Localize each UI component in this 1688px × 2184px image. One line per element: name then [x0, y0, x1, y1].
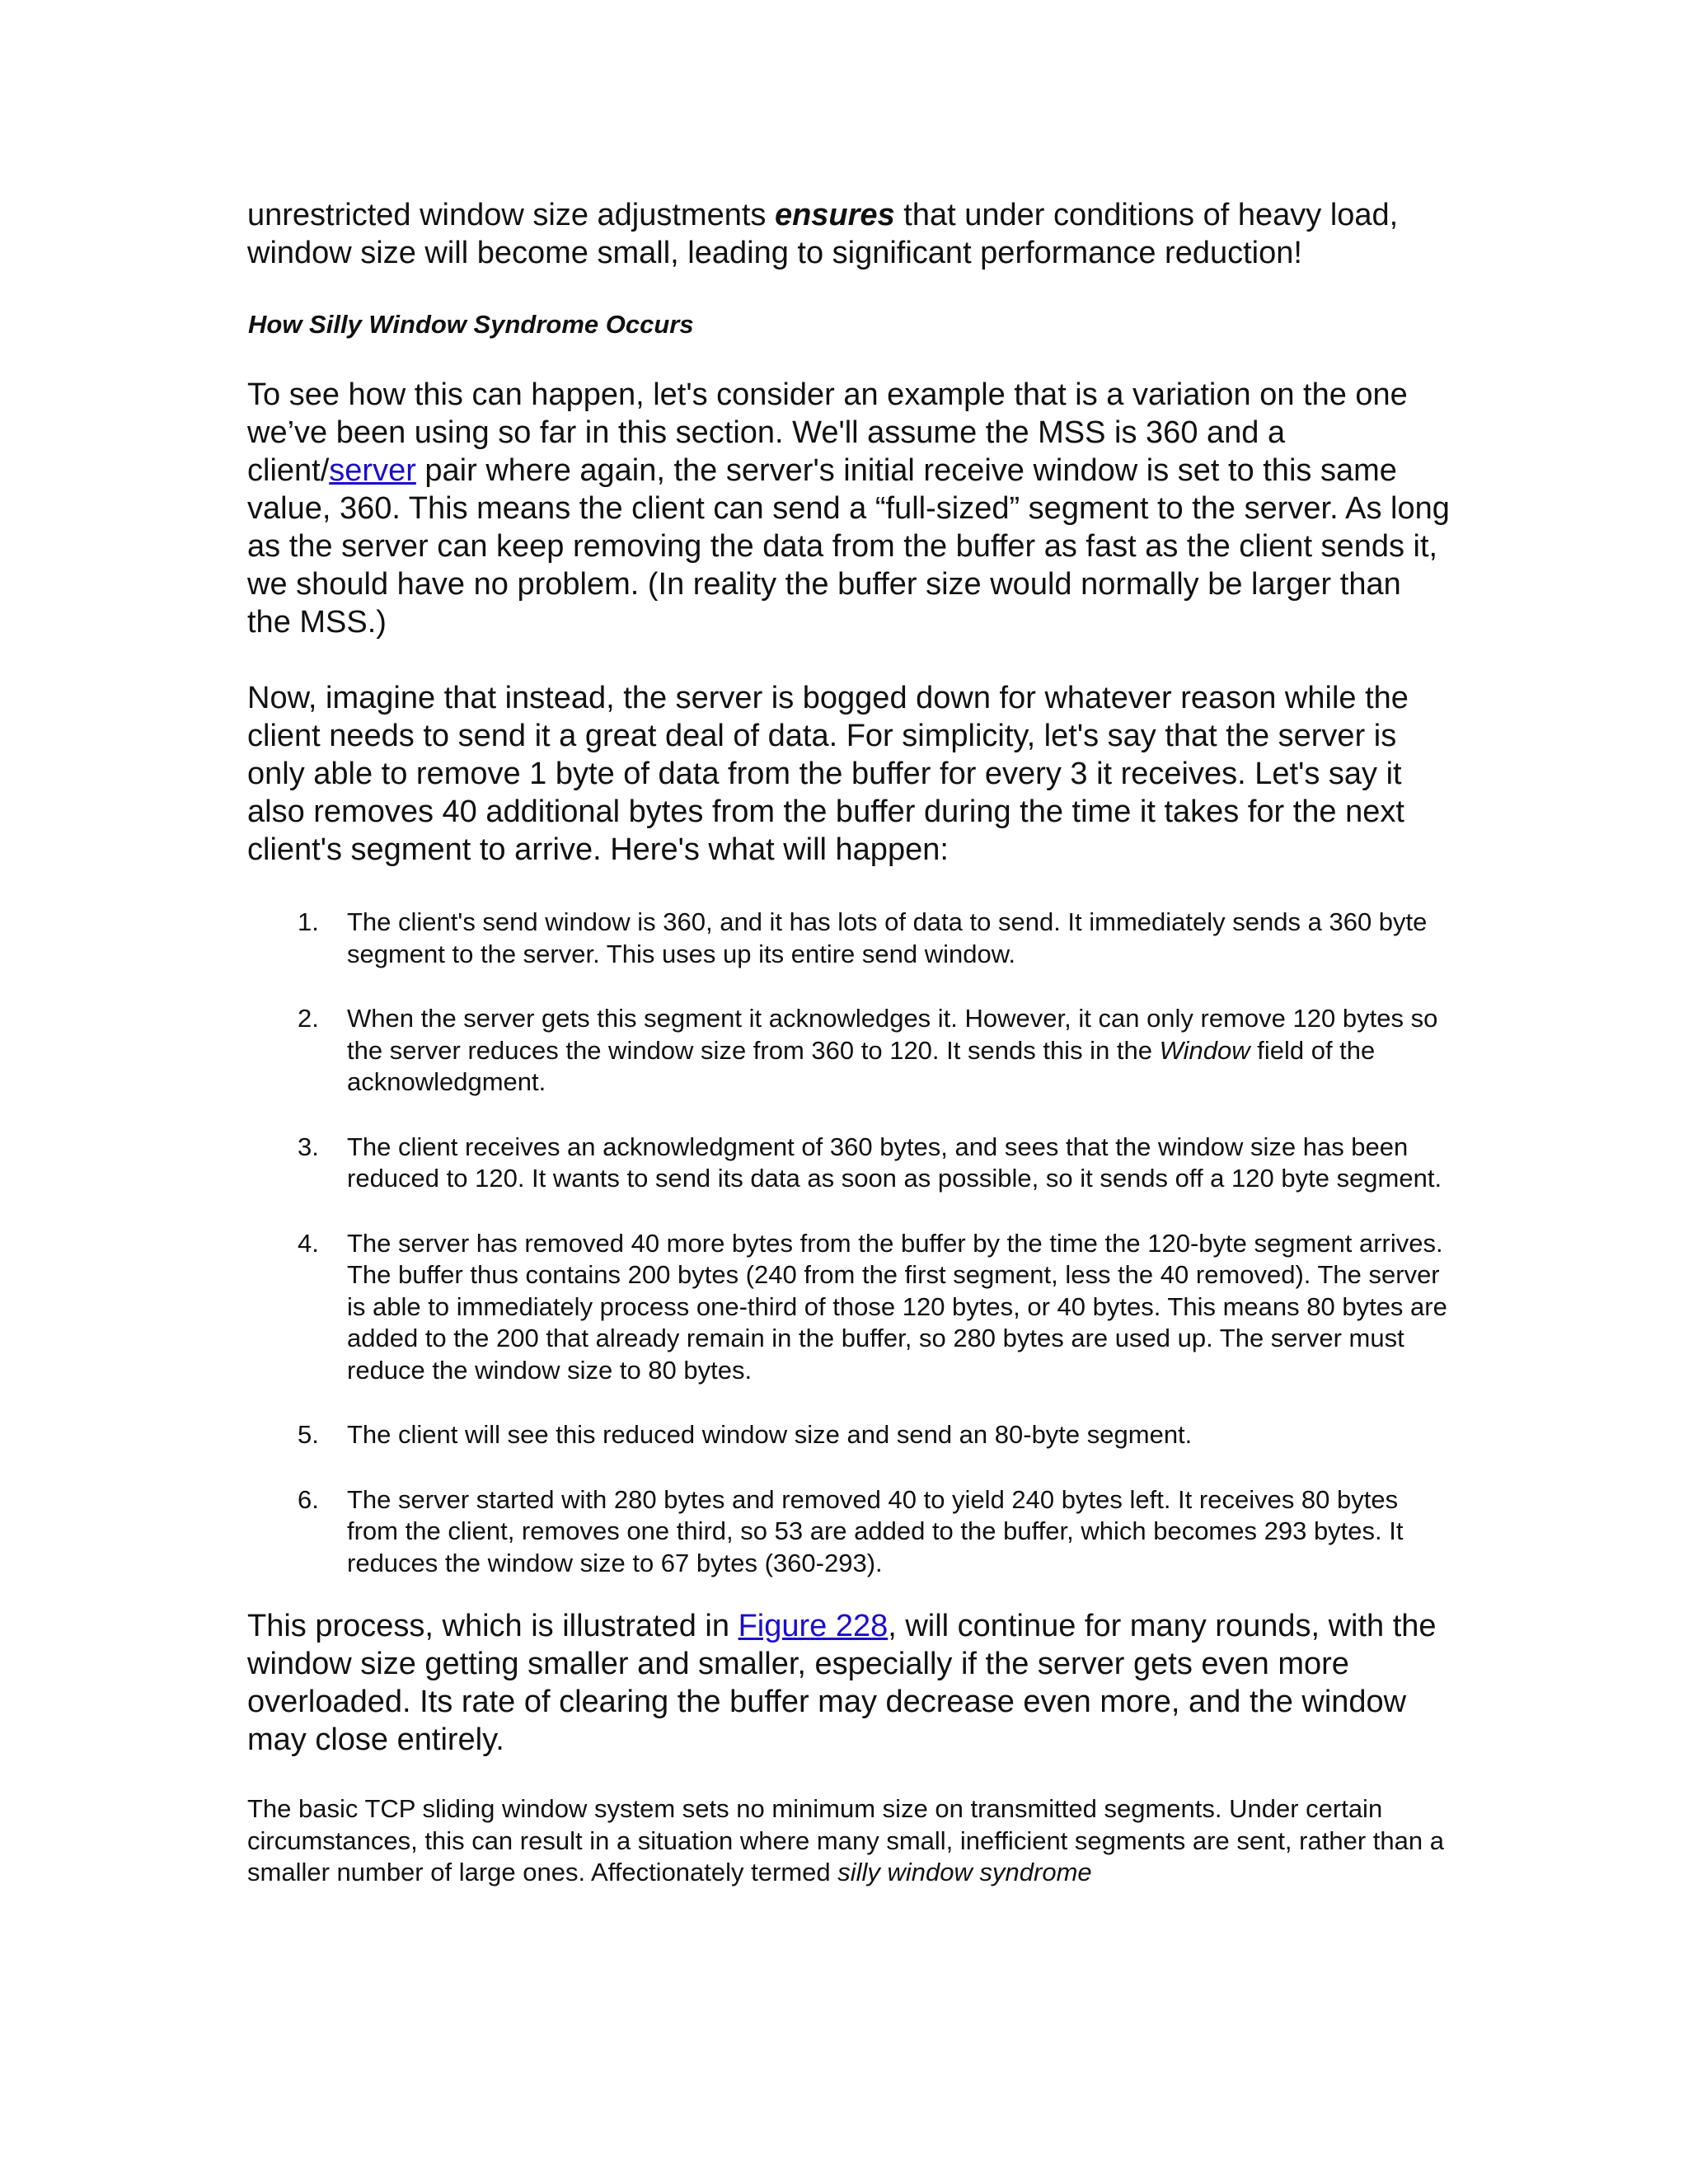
list-item	[247, 907, 1451, 970]
list-item	[247, 1003, 1451, 1099]
step-text: The server started with 280 bytes and removed 40 to yield 240 bytes left. It receives 80 bytes from the client, removes one third, so 53 are added to the buffer, which becomes 293 bytes. It reduces the window size to 67 bytes (360-293).	[347, 1484, 1404, 1577]
step-number: 6.	[298, 1484, 319, 1514]
example-text-after: pair where again, the server's initial receive window is set to this same value, 360. This means the client can send a “full-sized” segment to the server. As long as the server can keep removing the data from the buffer as fast as the client sends it, we should have no problem. (In reality the buffer size would normally be larger than the MSS.)	[247, 453, 1450, 640]
example-text-before: To see how this can happen, let's consider an example that is a variation on the one we’ve been using so far in this section. We'll assume the MSS is 360 and a client/	[247, 377, 1408, 488]
step-number: 3.	[298, 1132, 319, 1161]
intro-text-before: unrestricted window size adjustments	[247, 198, 775, 232]
basic-text-before: The basic TCP sliding window system sets no minimum size on transmitted segments. Under certain circumstances, this can result in a situation where many small, inefficient segments are sent, rather than a smaller number of large ones. Affectionately termed	[247, 1794, 1444, 1886]
section-heading: How Silly Window Syndrome Occurs	[248, 310, 694, 339]
server-link[interactable]: server	[329, 453, 416, 488]
steps-list	[247, 907, 1451, 1579]
step-text-before: When the server gets this segment it acknowledges it. However, it can only remove 120 bytes so the server reduces the window size from 360 to 120. It sends this in the	[347, 1004, 1438, 1065]
step-italic-term: Window	[1159, 1035, 1250, 1065]
step-number: 1.	[298, 907, 319, 936]
figure-228-link[interactable]: Figure 228	[738, 1609, 889, 1643]
step-text: The server has removed 40 more bytes from the buffer by the time the 120-byte segment arrives. The buffer thus contains 200 bytes (240 from the first segment, less the 40 removed). The server is able to immediately process one-third of those 120 bytes, or 40 bytes. This means 80 bytes are added to the 200 that already remain in the buffer, so 280 bytes are used up. The server must reduce the window size to 80 bytes.	[347, 1228, 1447, 1385]
basic-italic-term: silly window syndrome	[837, 1858, 1092, 1886]
process-paragraph	[247, 1607, 1451, 1759]
process-text-before: This process, which is illustrated in	[247, 1609, 738, 1643]
step-number: 2.	[298, 1004, 319, 1033]
example-paragraph	[247, 376, 1451, 641]
list-item	[247, 1228, 1451, 1387]
basic-paragraph	[247, 1793, 1451, 1889]
step-text-after: field of the acknowledgment.	[347, 1035, 1376, 1096]
intro-text-after: that under conditions of heavy load, window size will become small, leading to significant performance reduction!	[247, 198, 1399, 270]
step-number: 4.	[298, 1228, 319, 1258]
imagine-paragraph: Now, imagine that instead, the server is bogged down for whatever reason while the client needs to send it a great deal of data. For simplicity, let's say that the server is only able to remove 1 byte of data from the buffer for every 3 it receives. Let's say it also removes 40 additional bytes from the buffer during the time it takes for the next client's segment to arrive. Here's what will happen:	[247, 681, 1409, 867]
process-text-after: , will continue for many rounds, with the window size getting smaller and smaller, especially if the server gets even more overloaded. Its rate of clearing the buffer may decrease even more, and the window may close entirely.	[247, 1609, 1437, 1757]
intro-paragraph	[247, 196, 1451, 272]
list-item	[247, 1484, 1451, 1580]
intro-emphasis: ensures	[774, 198, 895, 232]
step-text: The client's send window is 360, and it has lots of data to send. It immediately sends a 360 byte segment to the server. This uses up its entire send window.	[347, 907, 1428, 968]
step-text: The client receives an acknowledgment of 360 bytes, and sees that the window size has been reduced to 120. It wants to send its data as soon as possible, so it sends off a 120 byte segment.	[347, 1132, 1442, 1193]
list-item	[247, 1419, 1451, 1451]
step-text: The client will see this reduced window size and send an 80-byte segment.	[347, 1420, 1193, 1449]
step-number: 5.	[298, 1420, 319, 1449]
list-item	[247, 1132, 1451, 1195]
document-page	[247, 196, 1451, 1889]
